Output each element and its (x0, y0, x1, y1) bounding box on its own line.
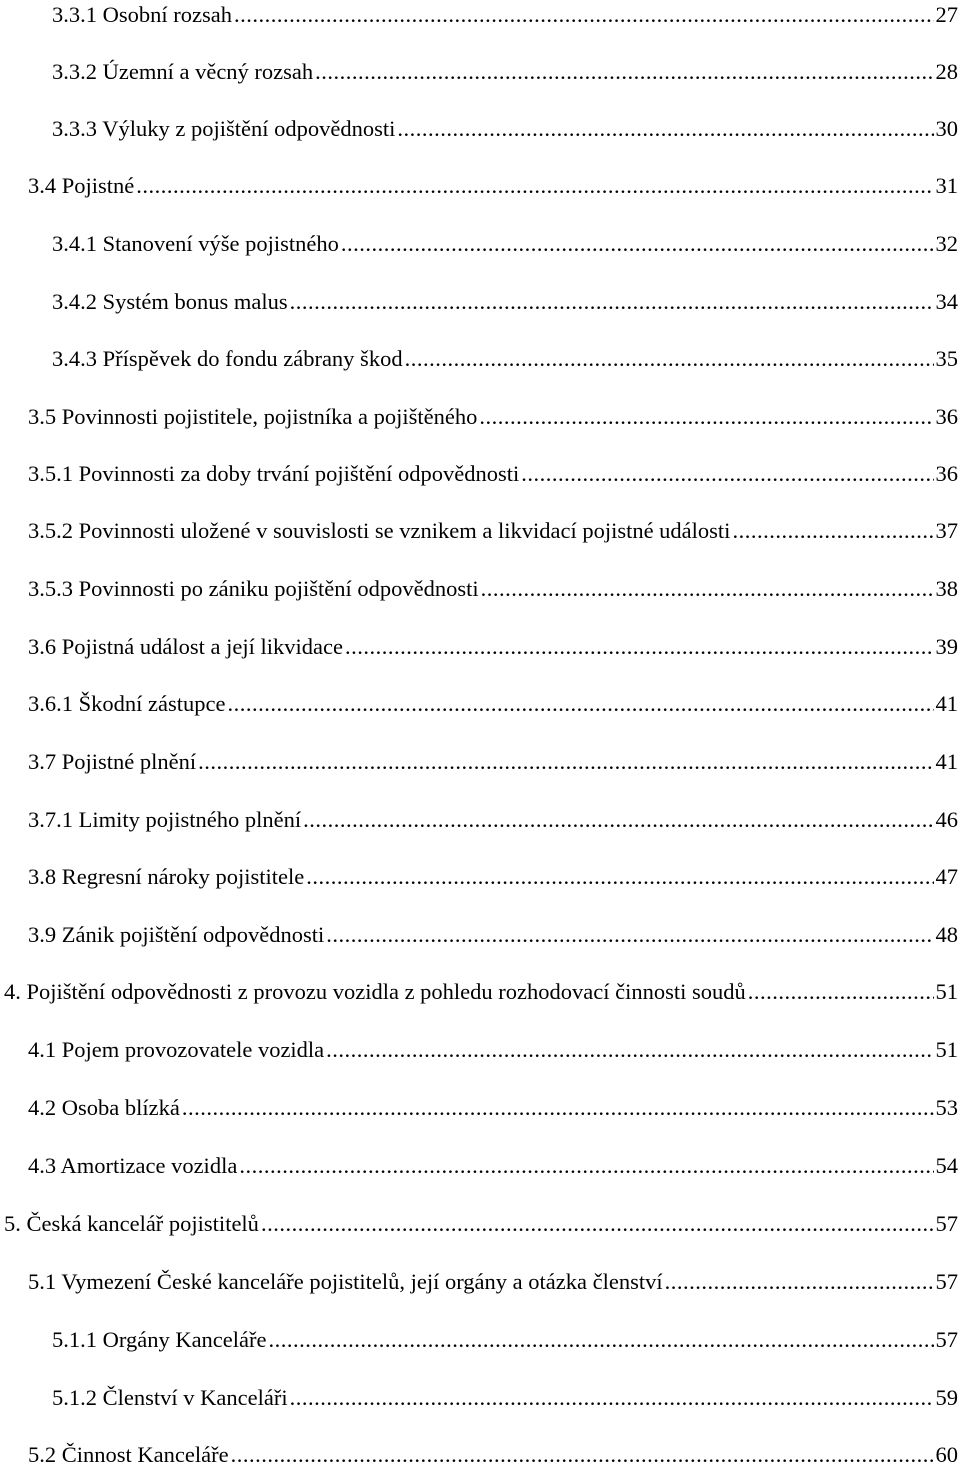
toc-entry[interactable] (28, 1151, 958, 1181)
toc-leader-dots (326, 1035, 933, 1065)
toc-page-number: 36 (935, 461, 958, 486)
toc-entry-title: 4.3 Amortizace vozidla (28, 1153, 238, 1178)
toc-entry[interactable] (4, 1209, 958, 1239)
toc-entry-title: 3.4.2 Systém bonus malus (52, 289, 288, 314)
toc-leader-dots (341, 229, 934, 259)
toc-entry-title: 3.6.1 Škodní zástupce (28, 691, 226, 716)
toc-page-number: 57 (935, 1211, 958, 1236)
toc-page-number: 57 (935, 1327, 958, 1352)
toc-entry-title: 3.9 Zánik pojištění odpovědnosti (28, 922, 325, 947)
toc-entry-title: 3.5.1 Povinnosti za doby trvání pojištění odpovědnosti (28, 461, 520, 486)
toc-entry[interactable] (52, 229, 958, 259)
toc-entry[interactable] (52, 1325, 958, 1355)
toc-entry[interactable] (52, 1383, 958, 1413)
toc-entry-title: 5.1.2 Členství v Kanceláři (52, 1385, 288, 1410)
toc-entry-title: 5.2 Činnost Kanceláře (28, 1442, 229, 1467)
toc-entry[interactable] (28, 805, 958, 835)
toc-entry[interactable] (28, 1440, 958, 1470)
toc-entry[interactable] (28, 459, 958, 489)
toc-page-number: 27 (935, 2, 958, 27)
toc-entry-title: 4.2 Osoba blízká (28, 1095, 180, 1120)
toc-entry-title: 3.4 Pojistné (28, 173, 135, 198)
toc-page-number: 28 (935, 59, 958, 84)
toc-entry[interactable] (28, 862, 958, 892)
toc-leader-dots (479, 402, 933, 432)
toc-page-number: 37 (935, 518, 958, 543)
toc-entry-title: 3.6 Pojistná událost a její likvidace (28, 634, 343, 659)
toc-entry[interactable] (28, 171, 958, 201)
toc-leader-dots (290, 287, 934, 317)
toc-entry[interactable] (52, 114, 958, 144)
toc-entry[interactable] (28, 1093, 958, 1123)
toc-leader-dots (481, 574, 934, 604)
toc-leader-dots (748, 977, 934, 1007)
toc-entry-title: 4. Pojištění odpovědnosti z provozu vozidla z pohledu rozhodovací činnosti soudů (4, 979, 746, 1004)
toc-entry[interactable] (28, 402, 958, 432)
toc-entry-title: 3.7 Pojistné plnění (28, 749, 197, 774)
toc-page-number: 51 (935, 979, 958, 1004)
toc-entry[interactable] (28, 574, 958, 604)
toc-page-number: 59 (935, 1385, 958, 1410)
toc-leader-dots (182, 1093, 934, 1123)
toc-entry-title: 3.7.1 Limity pojistného plnění (28, 807, 302, 832)
toc-entry-title: 5.1.1 Orgány Kanceláře (52, 1327, 267, 1352)
toc-leader-dots (269, 1325, 934, 1355)
toc-page-number: 41 (935, 749, 958, 774)
toc-entry-title: 3.3.1 Osobní rozsah (52, 2, 232, 27)
toc-entry-title: 4.1 Pojem provozovatele vozidla (28, 1037, 325, 1062)
toc-entry[interactable] (28, 516, 958, 546)
toc-entry-title: 3.5.2 Povinnosti uložené v souvislosti se vznikem a likvidací pojistné události (28, 518, 731, 543)
toc-entry[interactable] (4, 977, 958, 1007)
toc-page-number: 51 (935, 1037, 958, 1062)
toc-leader-dots (198, 747, 933, 777)
toc-entry-title: 3.5 Povinnosti pojistitele, pojistníka a pojištěného (28, 404, 478, 429)
toc-entry[interactable] (28, 1035, 958, 1065)
toc-page-number: 31 (935, 173, 958, 198)
toc-entry[interactable] (28, 1267, 958, 1297)
toc-page-number: 39 (935, 634, 958, 659)
toc-page-number: 36 (935, 404, 958, 429)
toc-page-number: 46 (935, 807, 958, 832)
toc-page-number: 47 (935, 864, 958, 889)
toc-leader-dots (227, 689, 933, 719)
toc-page-number: 48 (935, 922, 958, 947)
toc-page-number: 57 (935, 1269, 958, 1294)
toc-page-number: 32 (935, 231, 958, 256)
toc-leader-dots (261, 1209, 934, 1239)
toc-leader-dots (345, 632, 934, 662)
toc-leader-dots (234, 0, 934, 30)
toc-page-number: 35 (935, 346, 958, 371)
toc-page-number: 54 (935, 1153, 958, 1178)
toc-page-number: 30 (935, 116, 958, 141)
toc-leader-dots (397, 114, 933, 144)
toc-leader-dots (303, 805, 933, 835)
toc-entry[interactable] (28, 747, 958, 777)
toc-entry[interactable] (52, 0, 958, 30)
toc-leader-dots (315, 57, 933, 87)
toc-leader-dots (326, 920, 933, 950)
toc-leader-dots (732, 516, 933, 546)
toc-entry[interactable] (28, 632, 958, 662)
toc-entry-title: 3.3.3 Výluky z pojištění odpovědnosti (52, 116, 396, 141)
toc-entry[interactable] (28, 920, 958, 950)
toc-entry-title: 3.8 Regresní nároky pojistitele (28, 864, 305, 889)
toc-page-number: 38 (935, 576, 958, 601)
toc-entry-title: 3.4.1 Stanovení výše pojistného (52, 231, 339, 256)
toc-entry[interactable] (28, 689, 958, 719)
toc-leader-dots (290, 1383, 934, 1413)
toc-page-number: 34 (935, 289, 958, 314)
toc-leader-dots (239, 1151, 933, 1181)
toc-entry-title: 3.4.3 Příspěvek do fondu zábrany škod (52, 346, 403, 371)
toc-leader-dots (231, 1440, 934, 1470)
toc-leader-dots (405, 344, 934, 374)
toc-page-number: 60 (935, 1442, 958, 1467)
toc-entry-title: 3.5.3 Povinnosti po zániku pojištění odpovědnosti (28, 576, 479, 601)
toc-entry[interactable] (52, 287, 958, 317)
toc-entry-title: 3.3.2 Územní a věcný rozsah (52, 59, 314, 84)
toc-leader-dots (306, 862, 933, 892)
toc-leader-dots (136, 171, 933, 201)
toc-leader-dots (521, 459, 933, 489)
toc-leader-dots (665, 1267, 934, 1297)
toc-page-number: 53 (935, 1095, 958, 1120)
toc-entry[interactable] (52, 57, 958, 87)
toc-entry-title: 5. Česká kancelář pojistitelů (4, 1211, 259, 1236)
toc-entry[interactable] (52, 344, 958, 374)
toc-page-number: 41 (935, 691, 958, 716)
toc-entry-title: 5.1 Vymezení České kanceláře pojistitelů, její orgány a otázka členství (28, 1269, 663, 1294)
